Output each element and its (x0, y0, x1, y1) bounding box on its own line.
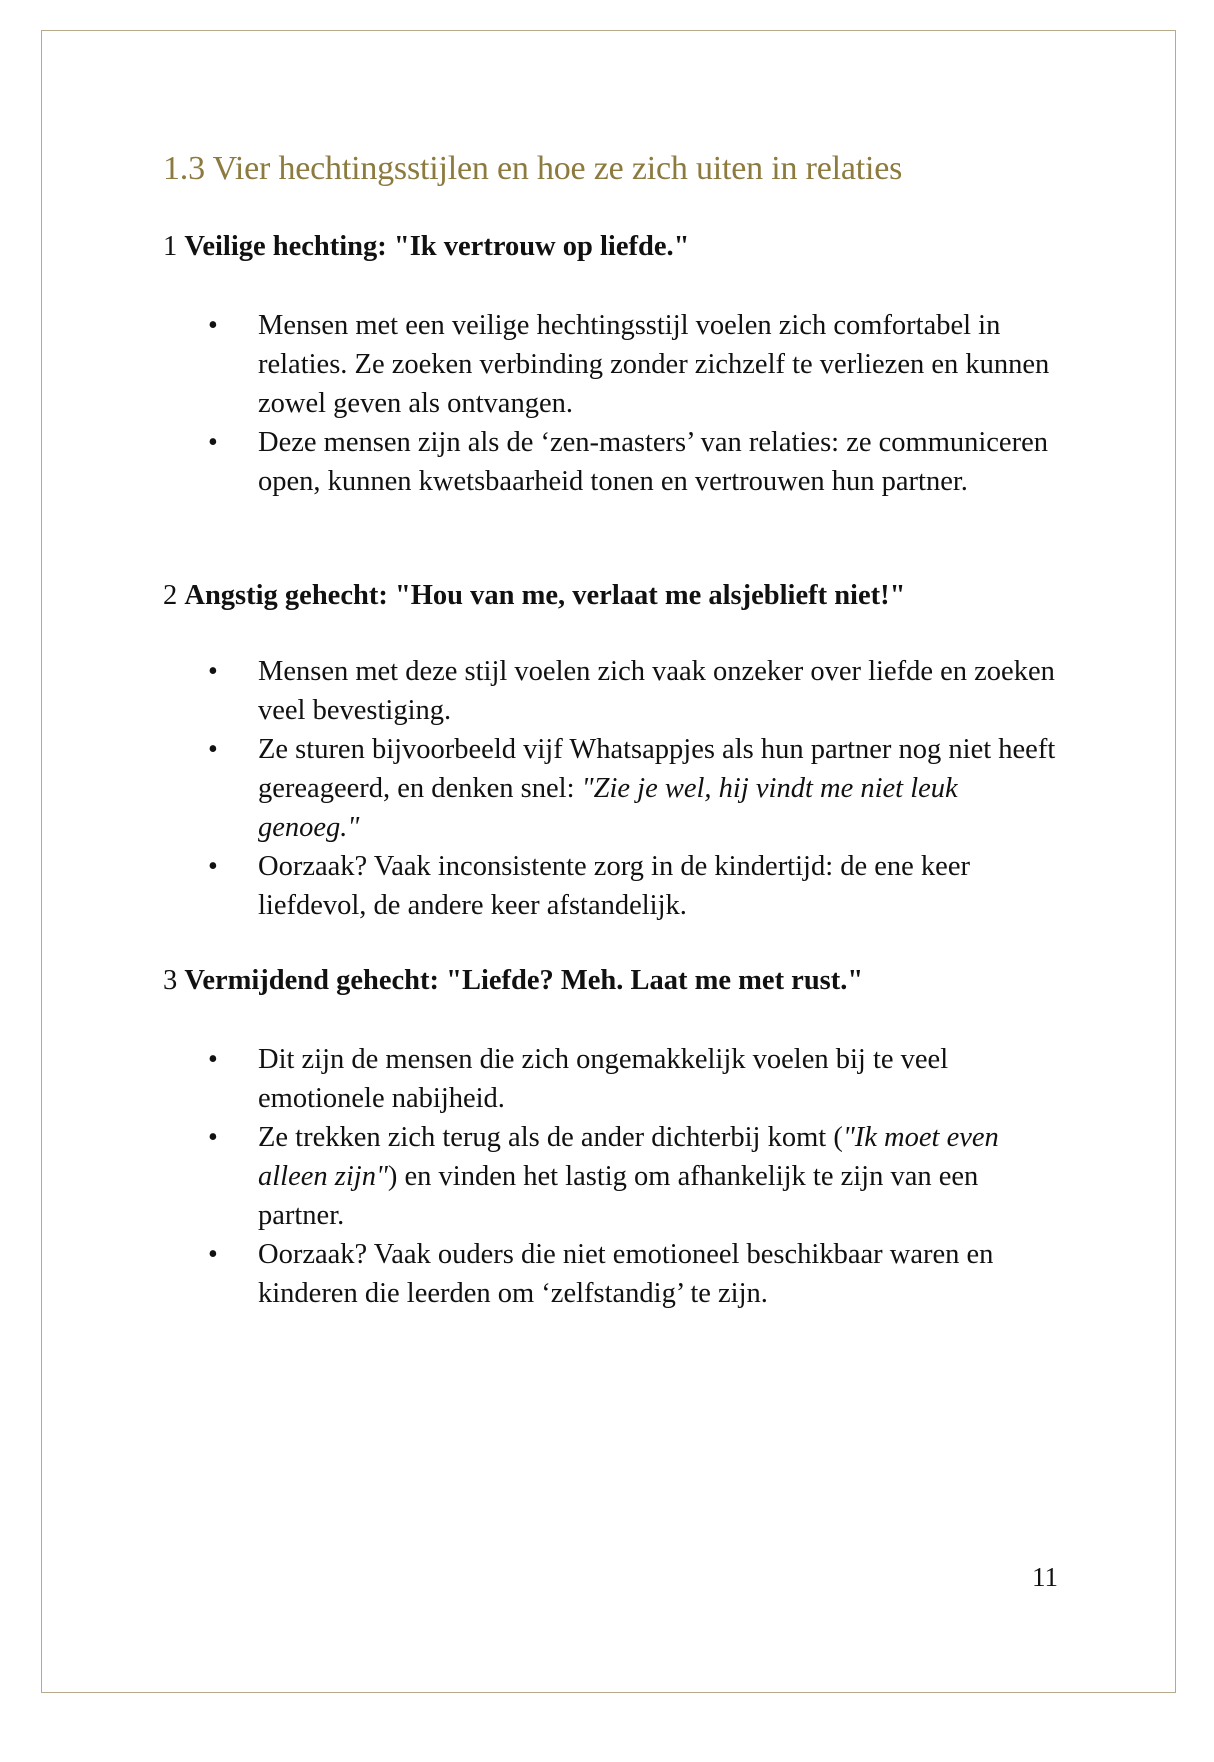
page-title: 1.3 Vier hechtingsstijlen en hoe ze zich uiten in relaties (163, 150, 903, 187)
list-item-text: Ze sturen bijvoorbeeld vijf Whatsappjes als hun partner nog niet heeft gereageerd, en denken snel: (258, 734, 1056, 804)
section-1-list (163, 306, 1063, 501)
section-2-list (163, 652, 1063, 925)
section-3-list (163, 1040, 1063, 1313)
section-1-title: Veilige hechting: "Ik vertrouw op liefde." (184, 231, 690, 262)
section-2-title: Angstig gehecht: "Hou van me, verlaat me alsjeblieft niet!" (184, 580, 906, 611)
list-item: • Deze mensen zijn als de ‘zen-masters’ van relaties: ze communiceren open, kunnen kwetsbaarheid tonen en vertrouwen hun partner. (163, 423, 1063, 501)
list-item: • Mensen met deze stijl voelen zich vaak onzeker over liefde en zoeken veel bevestiging. (163, 652, 1063, 730)
page-number: 11 (1032, 1562, 1058, 1592)
list-item-text: ) en vinden het lastig om afhankelijk te zijn van een partner. (258, 1161, 979, 1231)
section-3-number: 3 (163, 965, 178, 996)
section-3-heading (163, 965, 863, 997)
section-1-heading (163, 231, 689, 263)
list-item: • Dit zijn de mensen die zich ongemakkelijk voelen bij te veel emotionele nabijheid. (163, 1040, 1063, 1118)
quote: "Zie je wel, hij vindt me niet leuk genoeg." (258, 773, 958, 843)
section-1-number: 1 (163, 231, 178, 262)
section-3-title: Vermijdend gehecht: "Liefde? Meh. Laat me met rust." (184, 965, 864, 996)
quote: "Ik moet even alleen zijn" (258, 1122, 999, 1192)
section-2-number: 2 (163, 580, 178, 611)
section-2-heading (163, 580, 905, 612)
list-item (163, 730, 1063, 847)
list-item (163, 1118, 1063, 1235)
list-item-text: Ze trekken zich terug als de ander dichterbij komt ( (258, 1122, 843, 1153)
list-item: • Mensen met een veilige hechtingsstijl voelen zich comfortabel in relaties. Ze zoeken verbinding zonder zichzelf te verliezen en kunnen zowel geven als ontvangen. (163, 306, 1063, 423)
list-item: • Oorzaak? Vaak inconsistente zorg in de kindertijd: de ene keer liefdevol, de andere keer afstandelijk. (163, 847, 1063, 925)
list-item: • Oorzaak? Vaak ouders die niet emotioneel beschikbaar waren en kinderen die leerden om ‘zelfstandig’ te zijn. (163, 1235, 1063, 1313)
